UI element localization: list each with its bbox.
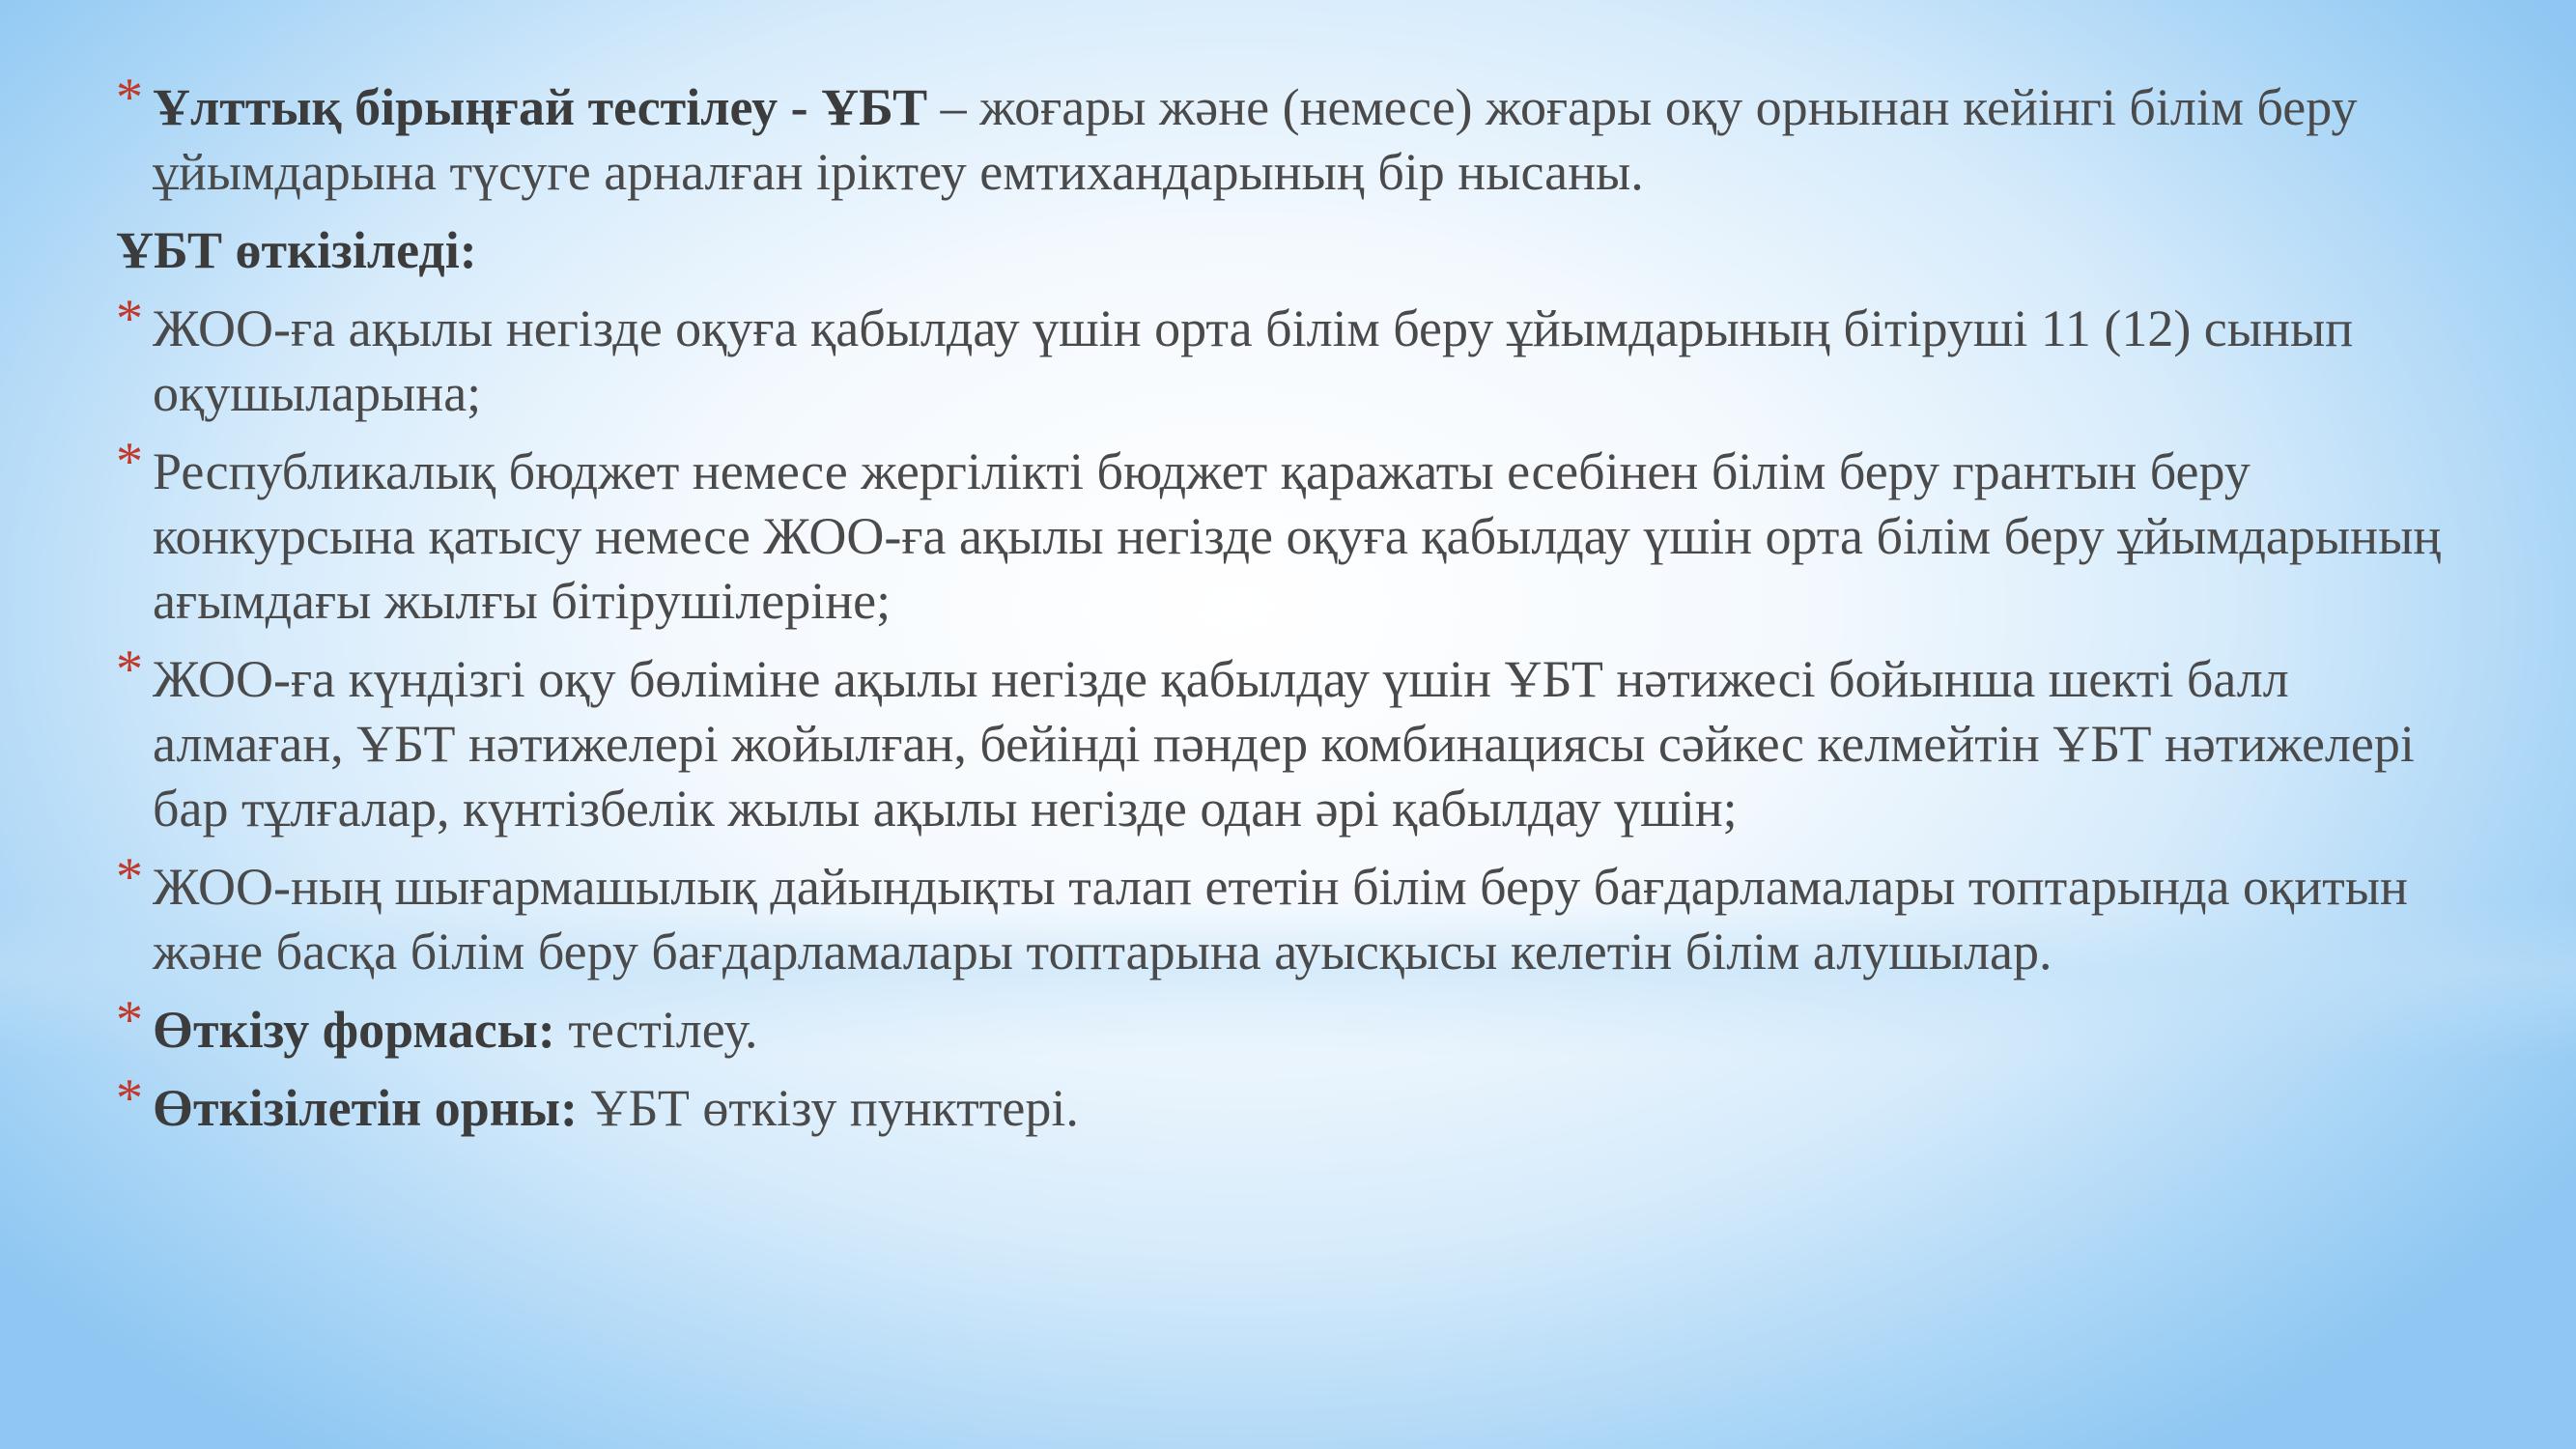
heading-text: ҰБТ өткізіледі:: [116, 221, 477, 279]
location-label: Өткізілетін орны:: [153, 1079, 579, 1137]
bullet-asterisk: *: [116, 289, 143, 349]
list-item: [111, 432, 2449, 634]
bullet-asterisk: *: [116, 639, 143, 699]
bullet-asterisk: *: [116, 432, 143, 492]
list-item-text: Республикалық бюджет немесе жергілікті бюджет қаражаты есебінен білім беру грантын беру конкурсына қатысу немесе ЖОО-ға ақылы негізде оқуға қабылдау үшін орта білім беру ұйымдарының ағымдағы жылғы бітірушілеріне;: [153, 442, 2442, 630]
bullet-asterisk: *: [116, 1068, 143, 1128]
form-label: Өткізу формасы:: [153, 1001, 555, 1059]
list-item: [111, 639, 2449, 841]
form-value: тестілеу.: [554, 1001, 758, 1059]
list-item-text: ЖОО-ның шығармашылық дайындықты талап ететін білім беру бағдарламалары топтарында оқитын және басқа білім беру бағдарламалары топтарына ауысқысы келетін білім алушылар.: [153, 858, 2408, 980]
list-item-text: ЖОО-ға күндізгі оқу бөліміне ақылы негізде қабылдау үшін ҰБТ нәтижесі бойынша шекті балл алмаған, ҰБТ нәтижелері жойылған, бейінді пәндер комбинациясы сәйкес келмейтін ҰБТ нәтижелері бар тұлғалар, күнтізбелік жылы ақылы негізде одан әрі қабылдау үшін;: [153, 650, 2415, 838]
location-value: ҰБТ өткізу пункттері.: [578, 1079, 1079, 1137]
definition-text: – жоғары және (немесе) жоғары оқу орнынан кейінгі білім беру ұйымдарына түсуге арналған іріктеу емтихандарының бір нысаны.: [153, 78, 2358, 201]
paragraph-ubt-definition: [111, 68, 2449, 205]
bullet-asterisk: *: [116, 990, 143, 1050]
list-item: [111, 289, 2449, 426]
slide-content: [111, 68, 2449, 1154]
section-heading: [111, 218, 2449, 283]
term-ubt: Ұлттық бірыңғай тестілеу - ҰБТ: [153, 78, 928, 136]
bullet-asterisk: *: [116, 847, 143, 907]
bullet-asterisk: *: [116, 68, 143, 128]
paragraph-location: [111, 1068, 2449, 1141]
paragraph-form: [111, 990, 2449, 1063]
list-item-text: ЖОО-ға ақылы негізде оқуға қабылдау үшін орта білім беру ұйымдарының бітіруші 11 (12) сынып оқушыларына;: [153, 299, 2354, 422]
list-item: [111, 847, 2449, 984]
